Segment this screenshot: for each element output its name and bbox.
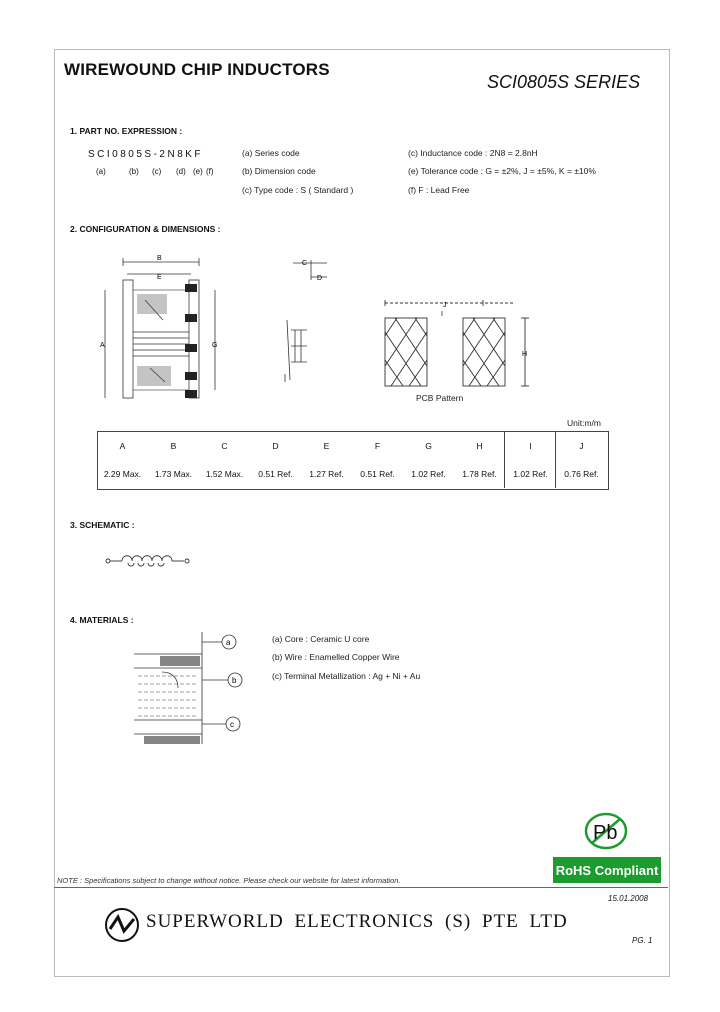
table-divider xyxy=(504,431,505,488)
page-frame xyxy=(54,49,670,977)
section-3-heading: 3. SCHEMATIC : xyxy=(70,520,135,530)
material-terminal: (c) Terminal Metallization : Ag + Ni + Au xyxy=(272,671,421,681)
table-divider xyxy=(555,431,556,488)
material-wire: (b) Wire : Enamelled Copper Wire xyxy=(272,652,400,662)
letter-c: (c) xyxy=(152,167,162,176)
table-cell: 1.78 Ref. xyxy=(462,469,497,479)
dim-letter-j: J xyxy=(443,302,447,309)
section-2-heading: 2. CONFIGURATION & DIMENSIONS : xyxy=(70,224,221,234)
dim-letter-i: I xyxy=(441,311,443,318)
lead-free-item: (f) F : Lead Free xyxy=(408,185,470,195)
table-cell: 1.02 Ref. xyxy=(513,469,548,479)
inductance-code-item: (c) Inductance code : 2N8 = 2.8nH xyxy=(408,148,538,158)
company-logo-icon xyxy=(104,907,140,943)
rohs-badge xyxy=(553,857,661,883)
footer-date: 15.01.2008 xyxy=(608,894,649,903)
document-title: WIREWOUND CHIP INDUCTORS xyxy=(64,60,330,79)
unit-label: Unit:m/m xyxy=(567,418,601,428)
table-header: A xyxy=(119,441,126,451)
letter-d: (d) xyxy=(176,167,186,176)
table-cell: 0.51 Ref. xyxy=(258,469,293,479)
table-cell: 2.29 Max. xyxy=(103,469,142,479)
letter-a: (a) xyxy=(96,167,106,176)
section-4-heading: 4. MATERIALS : xyxy=(70,615,134,625)
series-name: SCI0805S SERIES xyxy=(487,72,641,92)
callout-a: a xyxy=(226,638,231,647)
page-number: PG. 1 xyxy=(632,936,653,945)
dim-letter-a: A xyxy=(100,342,105,349)
letter-f: (f) xyxy=(206,167,214,176)
letter-e: (e) xyxy=(193,167,203,176)
dim-letter-e: E xyxy=(157,274,162,281)
table-header: I xyxy=(529,441,532,451)
footer-note: NOTE : Specifications subject to change without notice. Please check our website for latest information. xyxy=(57,876,401,885)
materials-cross-section xyxy=(134,632,244,747)
terminal-blocks xyxy=(185,284,197,398)
table-value-row xyxy=(97,469,607,479)
callout-c: c xyxy=(230,720,234,729)
type-code-item: (c) Type code : S ( Standard ) xyxy=(242,185,354,195)
table-cell: 1.02 Ref. xyxy=(411,469,446,479)
table-header: G xyxy=(425,441,432,451)
table-cell: 1.73 Max. xyxy=(154,469,193,479)
dimension-drawings xyxy=(95,250,645,410)
pcb-pattern-drawing xyxy=(385,300,529,386)
table-cell: 1.27 Ref. xyxy=(309,469,344,479)
table-header: D xyxy=(272,441,279,451)
inductor-schematic-icon xyxy=(104,553,194,569)
dimension-table xyxy=(97,431,609,490)
table-cell: 0.76 Ref. xyxy=(564,469,599,479)
dim-letter-g: G xyxy=(212,342,218,349)
table-header: E xyxy=(323,441,330,451)
dim-letter-b: B xyxy=(157,255,162,262)
pcb-pattern-label: PCB Pattern xyxy=(416,393,464,403)
table-header: J xyxy=(579,441,584,451)
table-header: B xyxy=(170,441,177,451)
winding-dots-top xyxy=(137,294,167,314)
callout-b: b xyxy=(232,676,237,685)
table-cell: 1.52 Max. xyxy=(205,469,244,479)
tolerance-code-item: (e) Tolerance code : G = ±2%, J = ±5%, K = ±10% xyxy=(408,166,596,176)
footer-divider xyxy=(54,887,668,888)
table-header: C xyxy=(221,441,228,451)
wire-hatching xyxy=(138,676,198,716)
dimension-code-item: (b) Dimension code xyxy=(242,166,316,176)
rohs-label: RoHS Compliant xyxy=(555,862,659,878)
dim-letter-d: D xyxy=(317,275,323,282)
table-header: H xyxy=(476,441,483,451)
letter-b: (b) xyxy=(129,167,139,176)
table-header: F xyxy=(374,441,381,451)
lead-free-icon xyxy=(583,811,629,851)
winding-dots-bottom xyxy=(137,366,171,386)
part-number: SCI0805S-2N8KF xyxy=(88,149,204,160)
dim-letter-c: C xyxy=(302,260,308,267)
company-name: SUPERWORLD ELECTRONICS (S) PTE LTD xyxy=(146,911,568,932)
section-1-heading: 1. PART NO. EXPRESSION : xyxy=(70,126,183,136)
series-code-item: (a) Series code xyxy=(242,148,300,158)
pb-symbol: Pb xyxy=(593,822,618,844)
material-core: (a) Core : Ceramic U core xyxy=(272,634,370,644)
table-cell: 0.51 Ref. xyxy=(360,469,395,479)
dim-letter-h: H xyxy=(522,351,528,358)
table-header-row xyxy=(97,441,607,451)
